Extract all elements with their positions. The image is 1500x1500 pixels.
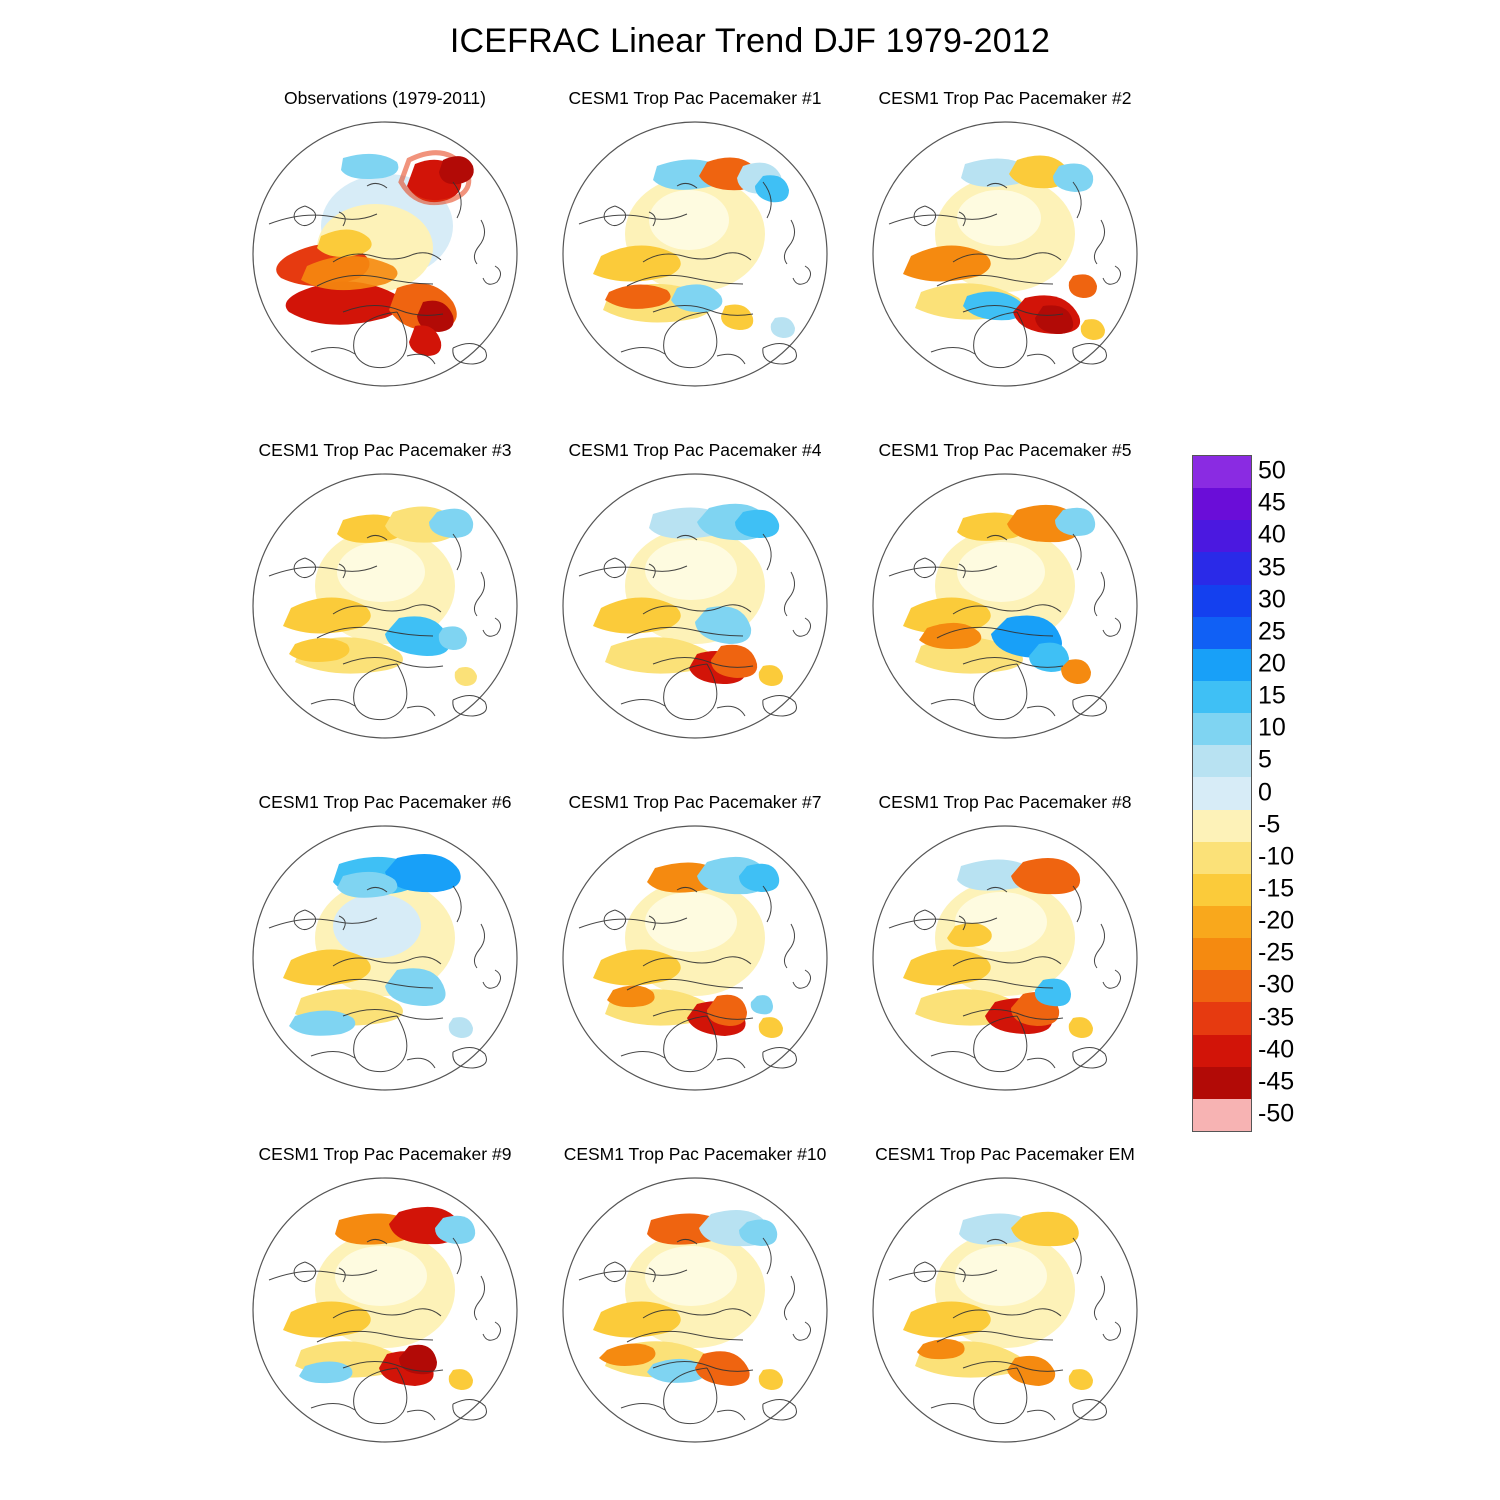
arctic-map-2 xyxy=(867,116,1143,392)
colorbar-segment xyxy=(1193,938,1251,970)
colorbar-tick-labels xyxy=(1258,455,1328,1130)
arctic-map-10 xyxy=(557,1172,833,1448)
map-canvas-7 xyxy=(557,820,833,1096)
panel-title-6: CESM1 Trop Pac Pacemaker #6 xyxy=(258,792,512,812)
colorbar-segment xyxy=(1193,906,1251,938)
map-canvas-3 xyxy=(247,468,523,744)
map-canvas-1 xyxy=(557,116,833,392)
arctic-map-5 xyxy=(867,468,1143,744)
colorbar-tick-label: -5 xyxy=(1258,810,1281,839)
colorbar-segment xyxy=(1193,456,1251,488)
panel-title-9: CESM1 Trop Pac Pacemaker #9 xyxy=(258,1144,512,1164)
arctic-map-1 xyxy=(557,116,833,392)
map-panel-4[interactable] xyxy=(540,440,850,770)
colorbar-tick-label: 5 xyxy=(1258,745,1272,774)
map-canvas-10 xyxy=(557,1172,833,1448)
map-canvas-4 xyxy=(557,468,833,744)
colorbar-segment xyxy=(1193,874,1251,906)
map-panel-0[interactable] xyxy=(230,88,540,418)
colorbar-segment xyxy=(1193,745,1251,777)
arctic-map-9 xyxy=(247,1172,523,1448)
map-panel-1[interactable] xyxy=(540,88,850,418)
colorbar-tick-label: 15 xyxy=(1258,681,1286,710)
map-panel-5[interactable] xyxy=(850,440,1160,770)
map-canvas-5 xyxy=(867,468,1143,744)
colorbar-segment xyxy=(1193,842,1251,874)
colorbar-tick-label: 30 xyxy=(1258,585,1286,614)
colorbar-segment xyxy=(1193,810,1251,842)
arctic-map-8 xyxy=(867,820,1143,1096)
map-panel-7[interactable] xyxy=(540,792,850,1122)
colorbar-tick-label: -40 xyxy=(1258,1035,1295,1064)
colorbar-segment xyxy=(1193,1002,1251,1034)
map-canvas-8 xyxy=(867,820,1143,1096)
map-canvas-9 xyxy=(247,1172,523,1448)
colorbar-tick-label: 40 xyxy=(1258,520,1286,549)
panel-title-5: CESM1 Trop Pac Pacemaker #5 xyxy=(878,440,1132,460)
colorbar-segment xyxy=(1193,1099,1251,1131)
colorbar-segment xyxy=(1193,713,1251,745)
colorbar-tick-label: 35 xyxy=(1258,553,1286,581)
colorbar-segment xyxy=(1193,488,1251,520)
colorbar-segment xyxy=(1193,649,1251,681)
arctic-map-4 xyxy=(557,468,833,744)
colorbar-segment xyxy=(1193,585,1251,617)
colorbar-tick-label: 50 xyxy=(1258,456,1286,485)
colorbar-tick-label: 45 xyxy=(1258,488,1286,517)
map-panel-3[interactable] xyxy=(230,440,540,770)
colorbar-tick-label: -25 xyxy=(1258,938,1295,967)
colorbar-tick-label: -30 xyxy=(1258,970,1295,999)
panel-title-3: CESM1 Trop Pac Pacemaker #3 xyxy=(258,440,512,460)
colorbar-tick-label: 25 xyxy=(1258,617,1286,646)
panel-title-7: CESM1 Trop Pac Pacemaker #7 xyxy=(568,792,822,812)
colorbar-segment xyxy=(1193,520,1251,552)
colorbar-tick-label: -45 xyxy=(1258,1067,1295,1096)
map-canvas-6 xyxy=(247,820,523,1096)
map-panel-10[interactable] xyxy=(540,1144,850,1474)
panel-title-0: Observations (1979-2011) xyxy=(283,88,486,108)
map-panel-11[interactable] xyxy=(850,1144,1160,1474)
colorbar-tick-label: -35 xyxy=(1258,1003,1295,1031)
colorbar-segment xyxy=(1193,777,1251,809)
map-canvas-0 xyxy=(247,116,523,392)
arctic-map-0 xyxy=(247,116,523,392)
colorbar-segment xyxy=(1193,970,1251,1002)
arctic-map-3 xyxy=(247,468,523,744)
colorbar-segment xyxy=(1193,552,1251,584)
panel-title-11: CESM1 Trop Pac Pacemaker EM xyxy=(875,1144,1135,1164)
map-canvas-2 xyxy=(867,116,1143,392)
colorbar-segment xyxy=(1193,617,1251,649)
colorbar-tick-label: 10 xyxy=(1258,713,1286,742)
arctic-map-7 xyxy=(557,820,833,1096)
arctic-map-11 xyxy=(867,1172,1143,1448)
colorbar-segment xyxy=(1193,681,1251,713)
colorbar-tick-label: -10 xyxy=(1258,842,1295,871)
map-panel-2[interactable] xyxy=(850,88,1160,418)
panel-title-8: CESM1 Trop Pac Pacemaker #8 xyxy=(878,792,1132,812)
colorbar-tick-label: -50 xyxy=(1258,1099,1295,1128)
panel-title-4: CESM1 Trop Pac Pacemaker #4 xyxy=(568,440,822,460)
map-panel-9[interactable] xyxy=(230,1144,540,1474)
colorbar xyxy=(1192,455,1252,1132)
map-canvas-11 xyxy=(867,1172,1143,1448)
map-panel-8[interactable] xyxy=(850,792,1160,1122)
panel-title-1: CESM1 Trop Pac Pacemaker #1 xyxy=(568,88,822,108)
colorbar-tick-label: -20 xyxy=(1258,906,1295,935)
colorbar-segment xyxy=(1193,1067,1251,1099)
colorbar-tick-label: 20 xyxy=(1258,649,1286,678)
colorbar-tick-label: -15 xyxy=(1258,874,1295,903)
panel-title-10: CESM1 Trop Pac Pacemaker #10 xyxy=(563,1144,827,1164)
panel-title-2: CESM1 Trop Pac Pacemaker #2 xyxy=(878,88,1132,108)
colorbar-segment xyxy=(1193,1035,1251,1067)
map-panel-6[interactable] xyxy=(230,792,540,1122)
figure-title: ICEFRAC Linear Trend DJF 1979-2012 xyxy=(449,22,1051,60)
colorbar-tick-label: 0 xyxy=(1258,778,1272,806)
arctic-map-6 xyxy=(247,820,523,1096)
